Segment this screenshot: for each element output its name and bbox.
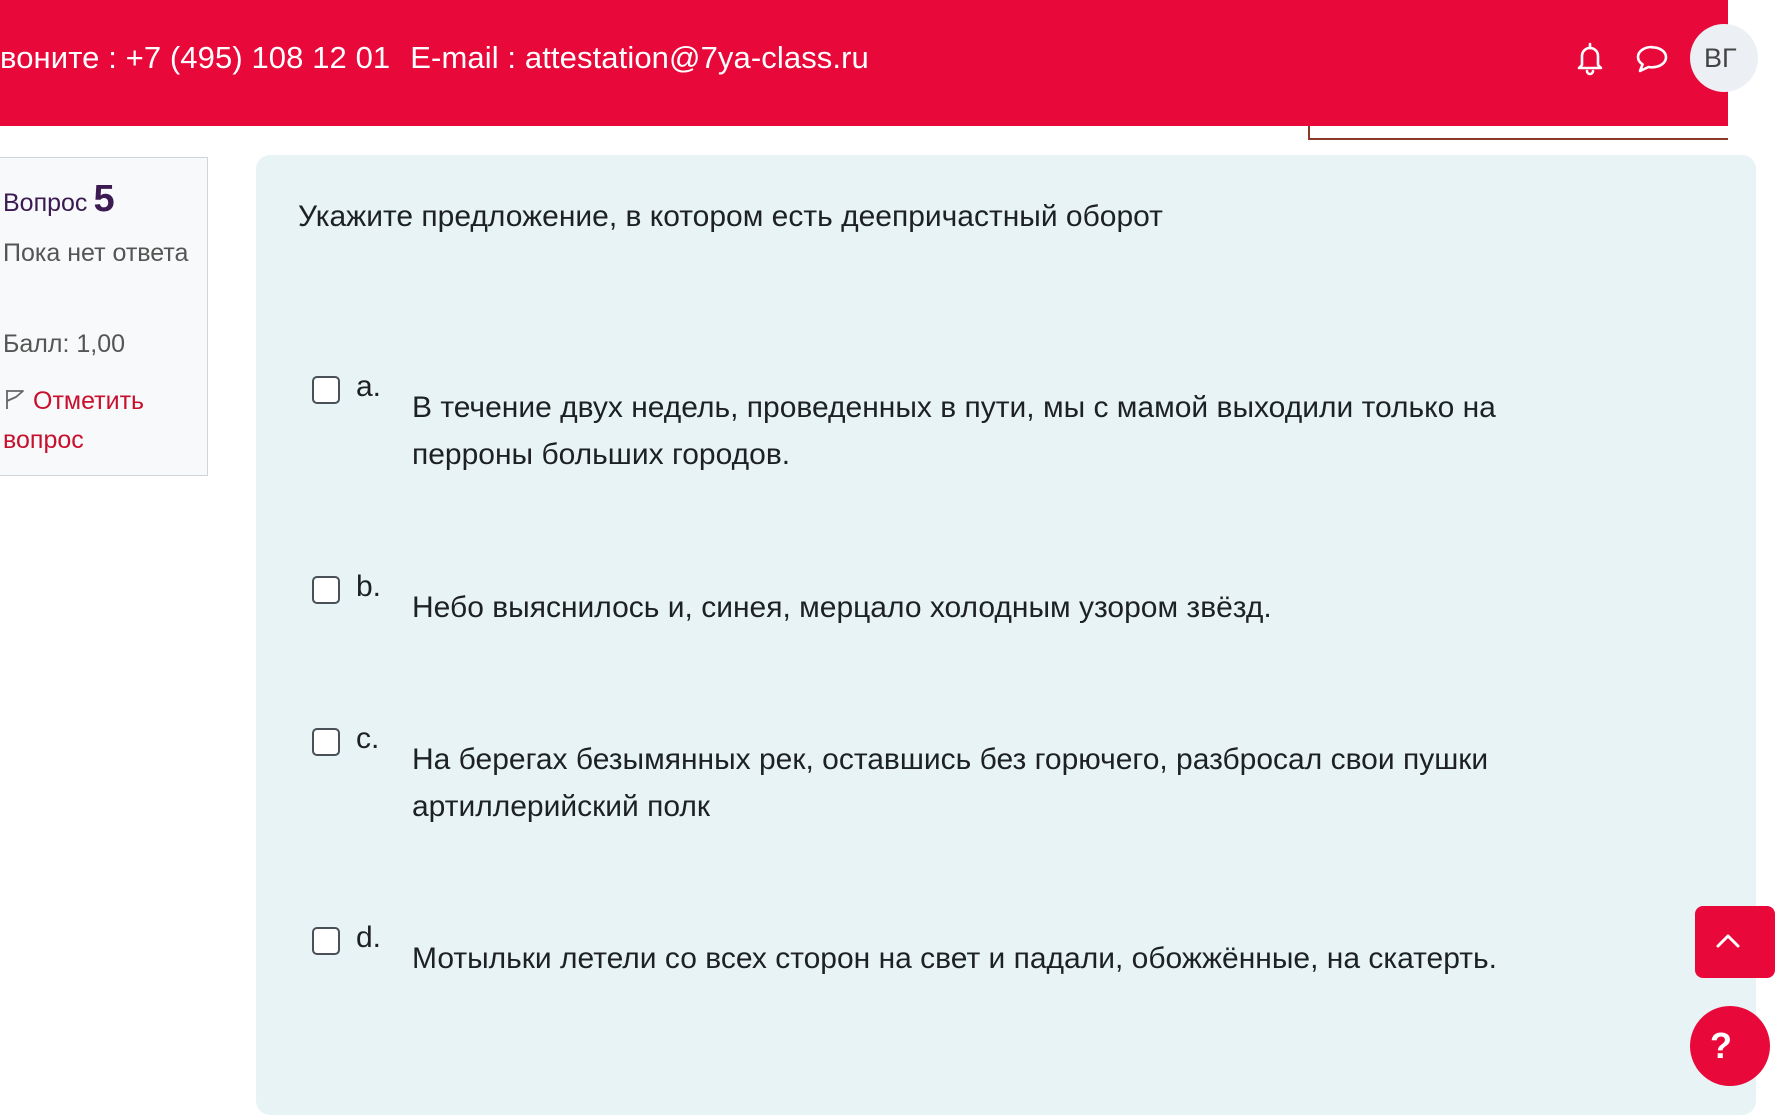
email-text: E-mail : attestation@7ya-class.ru	[410, 40, 869, 75]
flag-question-link[interactable]	[3, 382, 203, 460]
question-label: Вопрос	[3, 189, 88, 217]
option-text: На берегах безымянных рек, оставшись без горючего, разбросал свои пушки артиллерийский полк	[412, 743, 1489, 823]
flag-icon	[3, 384, 27, 408]
top-header-bar	[0, 0, 1737, 126]
answer-checkbox[interactable]	[312, 576, 340, 604]
bell-icon[interactable]	[1572, 40, 1608, 76]
question-number-label	[3, 178, 115, 221]
answer-checkbox[interactable]	[312, 728, 340, 756]
phone-text: воните : +7 (495) 108 12 01	[0, 40, 391, 75]
contact-info	[0, 40, 869, 76]
option-text: Мотыльки летели со всех сторон на свет и падали, обожжённые, на скатерть.	[412, 942, 1497, 975]
answer-state: Пока нет ответа	[3, 239, 189, 267]
option-letter: c.	[356, 722, 380, 755]
question-text: Укажите предложение, в котором есть деепричастный оборот	[298, 200, 1163, 233]
question-grade: Балл: 1,00	[3, 330, 126, 358]
answer-checkbox[interactable]	[312, 376, 340, 404]
user-avatar[interactable]: ВГ	[1690, 24, 1758, 92]
option-text: Небо выяснилось и, синея, мерцало холодным узором звёзд.	[412, 591, 1272, 624]
back-to-top-button[interactable]	[1695, 906, 1775, 978]
option-text: В течение двух недель, проведенных в пути, мы с мамой выходили только на перроны больших городов.	[412, 391, 1496, 471]
option-letter: a.	[356, 370, 382, 403]
chat-bubble-icon[interactable]	[1634, 40, 1670, 76]
option-letter: d.	[356, 921, 382, 954]
decorative-line	[1308, 126, 1728, 140]
chevron-up-icon	[1713, 926, 1743, 956]
flag-label: Отметить вопрос	[3, 387, 145, 454]
question-info-block	[0, 157, 208, 476]
question-number: 5	[93, 178, 115, 220]
help-button[interactable]: ?	[1690, 1006, 1770, 1086]
option-letter: b.	[356, 570, 382, 603]
answer-checkbox[interactable]	[312, 927, 340, 955]
